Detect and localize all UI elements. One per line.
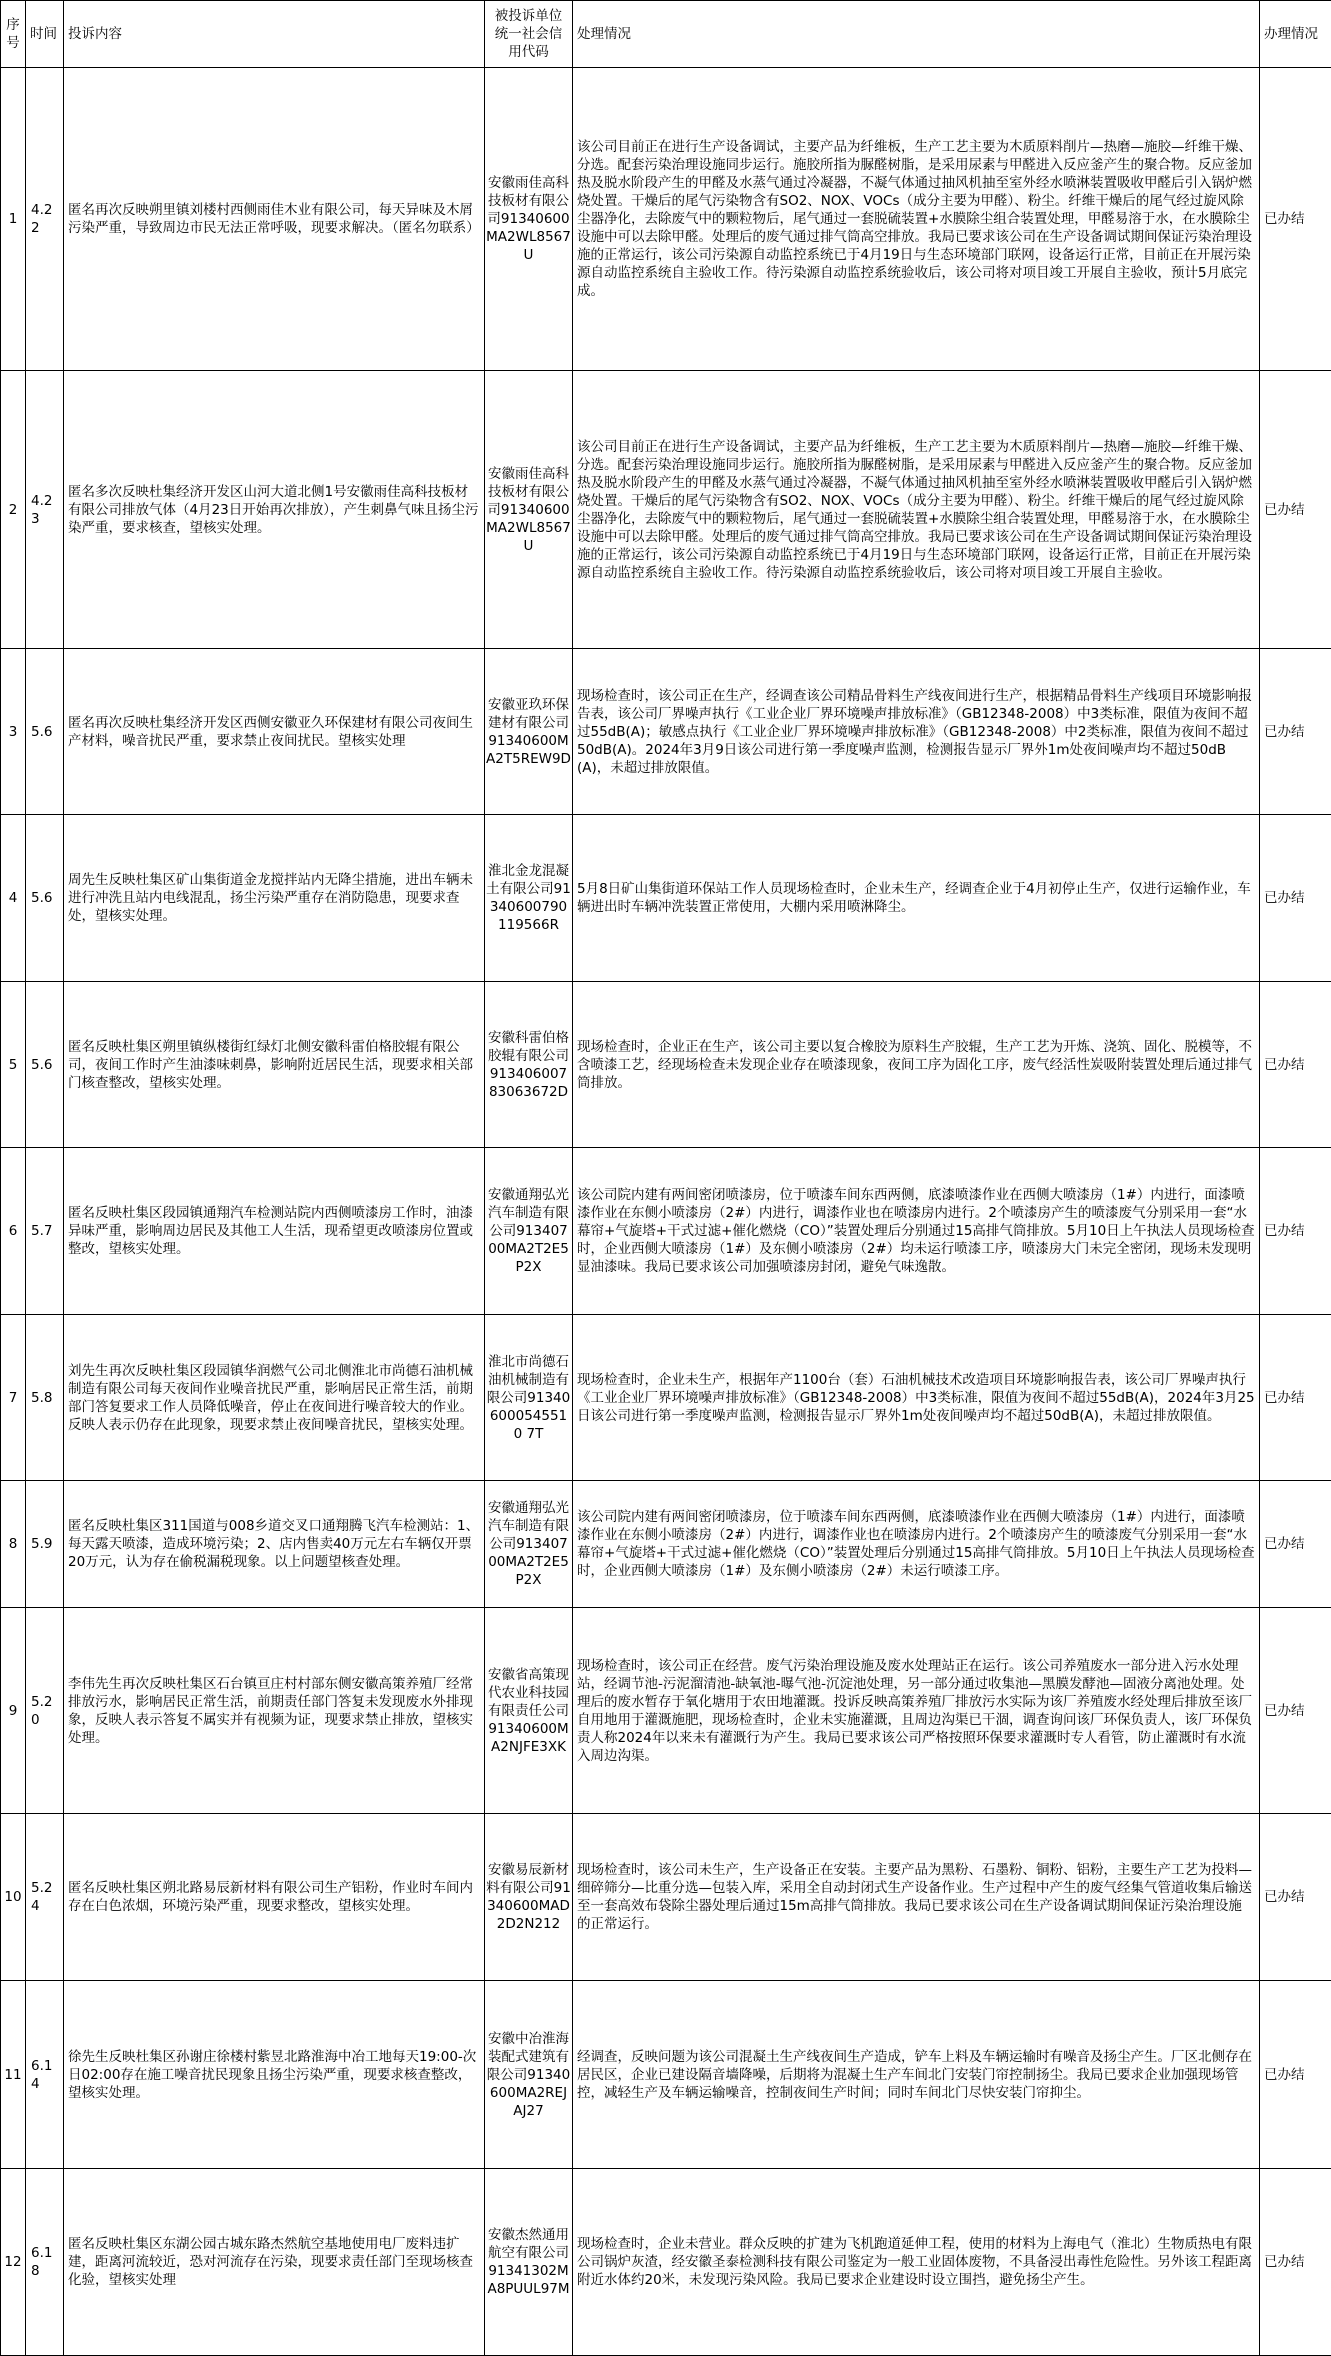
- table-row: [1, 1315, 1331, 1481]
- cell-handling: 现场检查时，该公司未生产，生产设备正在安装。主要产品为黑粉、石墨粉、铜粉、铝粉，主要生产工艺为投料—细碎筛分—比重分选—包装入库，采用全自动封闭式生产设备作业。生产过程中产生的废气经集气管道收集后输送至一套高效布袋除尘器处理后通过15m高排气筒排放。我局已要求该公司在生产设备调试期间保证污染治理设施的正常运行。: [573, 1814, 1260, 1981]
- cell-unit: 安徽雨佳高科技板材有限公司91340600MA2WL8567U: [485, 371, 573, 649]
- header-handling: 处理情况: [573, 1, 1260, 68]
- cell-seq: 5: [1, 982, 26, 1148]
- cell-handling: 该公司目前正在进行生产设备调试，主要产品为纤维板，生产工艺主要为木质原料削片—热磨—施胶—纤维干燥、分选。配套污染治理设施同步运行。施胶所指为脲醛树脂，是采用尿素与甲醛进入反应釜产生的聚合物。反应釜加热及脱水阶段产生的甲醛及水蒸气通过冷凝器，不凝气体通过抽风机抽至室外经水喷淋装置吸收甲醛后引入锅炉燃烧处置。干燥后的尾气污染物含有SO2、NOX、VOCs（成分主要为甲醛）、粉尘。纤维干燥后的尾气经过旋风除尘器净化，去除废气中的颗粒物后，尾气通过一套脱硫装置+水膜除尘组合装置处理，甲醛易溶于水，在水膜除尘设施中可以去除甲醛。处理后的废气通过排气筒高空排放。我局已要求该公司在生产设备调试期间保证污染治理设施的正常运行，该公司污染源自动监控系统已于4月19日与生态环境部门联网，设备运行正常，目前正在开展污染源自动监控系统自主验收工作。待污染源自动监控系统验收后，该公司将对项目竣工开展自主验收。: [573, 371, 1260, 649]
- table-header-row: [1, 1, 1331, 68]
- cell-handling: 该公司院内建有两间密闭喷漆房，位于喷漆车间东西两侧，底漆喷漆作业在西侧大喷漆房（1#）内进行，面漆喷漆作业在东侧小喷漆房（2#）内进行，调漆作业也在喷漆房内进行。2个喷漆房产生的喷漆废气分别采用一套“水幕帘+气旋塔+干式过滤+催化燃烧（CO）”装置处理后分别通过15高排气筒排放。5月10日上午执法人员现场检查时，企业西侧大喷漆房（1#）及东侧小喷漆房（2#）均未运行喷漆工序，喷漆房大门未完全密闭，现场未发现明显油漆味。我局已要求该公司加强喷漆房封闭，避免气味逸散。: [573, 1148, 1260, 1315]
- cell-seq: 3: [1, 649, 26, 815]
- cell-handling: 现场检查时，企业未生产，根据年产1100台（套）石油机械技术改造项目环境影响报告表，该公司厂界噪声执行《工业企业厂界环境噪声排放标准》（GB12348-2008）中3类标准，限值为夜间不超过55dB(A)，2024年3月25日该公司进行第一季度噪声监测，检测报告显示厂界外1m处夜间噪声均不超过50dB(A)，未超过排放限值。: [573, 1315, 1260, 1481]
- cell-time: 5.6: [26, 815, 64, 982]
- cell-status: 已办结: [1260, 1481, 1331, 1608]
- header-status: 办理情况: [1260, 1, 1331, 68]
- cell-handling: 现场检查时，该公司正在生产，经调查该公司精品骨料生产线夜间进行生产，根据精品骨料生产线项目环境影响报告表，该公司厂界噪声执行《工业企业厂界环境噪声排放标准》（GB12348-2008）中3类标准，限值为夜间不超过55dB(A)；敏感点执行《工业企业厂界环境噪声排放标准》（GB12348-2008）中2类标准，限值为夜间不超过50dB(A)。2024年3月9日该公司进行第一季度噪声监测，检测报告显示厂界外1m处夜间噪声均不超过50dB(A)，未超过排放限值。: [573, 649, 1260, 815]
- cell-unit: 安徽通翔弘光汽车制造有限公司91340700MA2T2E5P2X: [485, 1148, 573, 1315]
- cell-time: 5.6: [26, 649, 64, 815]
- cell-content: 刘先生再次反映杜集区段园镇华润燃气公司北侧淮北市尚德石油机械制造有限公司每天夜间作业噪音扰民严重，影响居民正常生活，前期部门答复要求工作人员降低噪音，停止在夜间进行噪音较大的作业。反映人表示仍存在此现象，现要求禁止夜间噪音扰民，望核实处理。: [64, 1315, 485, 1481]
- cell-content: 李伟先生再次反映杜集区石台镇亘庄村村部东侧安徽高策养殖厂经常排放污水，影响居民正常生活，前期责任部门答复未发现废水外排现象，反映人表示答复不属实并有视频为证，现要求禁止排放，望核实处理。: [64, 1608, 485, 1814]
- cell-seq: 11: [1, 1981, 26, 2169]
- cell-handling: 现场检查时，企业未营业。群众反映的扩建为飞机跑道延伸工程，使用的材料为上海电气（淮北）生物质热电有限公司锅炉灰渣，经安徽圣泰检测科技有限公司鉴定为一般工业固体废物，不具备浸出毒性危险性。另外该工程距离附近水体约20米，未发现污染风险。我局已要求企业建设时设立围挡，避免扬尘产生。: [573, 2169, 1260, 2356]
- cell-content: 匿名反映杜集区朔北路易辰新材料有限公司生产铝粉，作业时车间内存在白色浓烟，环境污染严重，现要求整改，望核实处理。: [64, 1814, 485, 1981]
- table-row: [1, 815, 1331, 982]
- cell-content: 匿名多次反映杜集经济开发区山河大道北侧1号安徽雨佳高科技板材有限公司排放气体（4月23日开始再次排放），产生刺鼻气味且扬尘污染严重，要求核查，望核实处理。: [64, 371, 485, 649]
- cell-time: 6.14: [26, 1981, 64, 2169]
- cell-seq: 12: [1, 2169, 26, 2356]
- cell-unit: 安徽杰然通用航空有限公司91341302MA8PUUL97M: [485, 2169, 573, 2356]
- cell-content: 匿名再次反映朔里镇刘楼村西侧雨佳木业有限公司，每天异味及木屑污染严重，导致周边市民无法正常呼吸，现要求解决。（匿名勿联系）: [64, 68, 485, 371]
- cell-seq: 4: [1, 815, 26, 982]
- cell-status: 已办结: [1260, 68, 1331, 371]
- cell-time: 5.8: [26, 1315, 64, 1481]
- cell-status: 已办结: [1260, 815, 1331, 982]
- header-seq: 序号: [1, 1, 26, 68]
- cell-handling: 经调查，反映问题为该公司混凝土生产线夜间生产造成，铲车上料及车辆运输时有噪音及扬尘产生。厂区北侧存在居民区，企业已建设隔音墙降噪，后期将为混凝土生产车间北门安装门帘控制扬尘。我局已要求企业加强现场管控，减轻生产及车辆运输噪音，控制夜间生产时间；同时车间北门尽快安装门帘抑尘。: [573, 1981, 1260, 2169]
- cell-handling: 该公司院内建有两间密闭喷漆房，位于喷漆车间东西两侧，底漆喷漆作业在西侧大喷漆房（1#）内进行，面漆喷漆作业在东侧小喷漆房（2#）内进行，调漆作业也在喷漆房内进行。2个喷漆房产生的喷漆废气分别采用一套“水幕帘+气旋塔+干式过滤+催化燃烧（CO）”装置处理后分别通过15高排气筒排放。5月10日上午执法人员现场检查时，企业西侧大喷漆房（1#）及东侧小喷漆房（2#）未运行喷漆工序。: [573, 1481, 1260, 1608]
- cell-unit: 安徽通翔弘光汽车制造有限公司91340700MA2T2E5P2X: [485, 1481, 573, 1608]
- cell-time: 5.6: [26, 982, 64, 1148]
- cell-time: 5.7: [26, 1148, 64, 1315]
- header-time: 时间: [26, 1, 64, 68]
- header-content: 投诉内容: [64, 1, 485, 68]
- table-row: [1, 1814, 1331, 1981]
- cell-content: 匿名反映杜集区朔里镇纵楼街红绿灯北侧安徽科雷伯格胶辊有限公司，夜间工作时产生油漆味刺鼻，影响附近居民生活，现要求相关部门核查整改，望核实处理。: [64, 982, 485, 1148]
- table-row: [1, 68, 1331, 371]
- table-row: [1, 1148, 1331, 1315]
- cell-seq: 1: [1, 68, 26, 371]
- cell-time: 4.23: [26, 371, 64, 649]
- cell-time: 4.22: [26, 68, 64, 371]
- header-unit: 被投诉单位统一社会信用代码: [485, 1, 573, 68]
- cell-status: 已办结: [1260, 649, 1331, 815]
- cell-unit: 安徽中冶淮海装配式建筑有限公司91340600MA2REJAJ27: [485, 1981, 573, 2169]
- table-row: [1, 2169, 1331, 2356]
- cell-content: 周先生反映杜集区矿山集街道金龙搅拌站内无降尘措施，进出车辆未进行冲洗且站内电线混乱，扬尘污染严重存在消防隐患，现要求查处，望核实处理。: [64, 815, 485, 982]
- cell-seq: 2: [1, 371, 26, 649]
- cell-unit: 安徽省高策现代农业科技园有限责任公司91340600MA2NJFE3XK: [485, 1608, 573, 1814]
- cell-status: 已办结: [1260, 371, 1331, 649]
- cell-status: 已办结: [1260, 1315, 1331, 1481]
- cell-status: 已办结: [1260, 1148, 1331, 1315]
- cell-status: 已办结: [1260, 1814, 1331, 1981]
- cell-unit: 安徽亚玖环保建材有限公司91340600MA2T5REW9D: [485, 649, 573, 815]
- cell-seq: 8: [1, 1481, 26, 1608]
- cell-unit: 安徽科雷伯格胶辊有限公司91340600783063672D: [485, 982, 573, 1148]
- cell-unit: 安徽雨佳高科技板材有限公司91340600MA2WL8567U: [485, 68, 573, 371]
- cell-time: 6.18: [26, 2169, 64, 2356]
- cell-seq: 7: [1, 1315, 26, 1481]
- cell-unit: 淮北市尚德石油机械制造有限公司913406000545510 7T: [485, 1315, 573, 1481]
- table-row: [1, 649, 1331, 815]
- table-row: [1, 1981, 1331, 2169]
- cell-content: 匿名再次反映杜集经济开发区西侧安徽亚久环保建材有限公司夜间生产材料，噪音扰民严重，要求禁止夜间扰民。望核实处理: [64, 649, 485, 815]
- cell-seq: 6: [1, 1148, 26, 1315]
- cell-unit: 淮北金龙混凝土有限公司91340600790119566R: [485, 815, 573, 982]
- cell-status: 已办结: [1260, 2169, 1331, 2356]
- cell-handling: 该公司目前正在进行生产设备调试，主要产品为纤维板，生产工艺主要为木质原料削片—热磨—施胶—纤维干燥、分选。配套污染治理设施同步运行。施胶所指为脲醛树脂，是采用尿素与甲醛进入反应釜产生的聚合物。反应釜加热及脱水阶段产生的甲醛及水蒸气通过冷凝器，不凝气体通过抽风机抽至室外经水喷淋装置吸收甲醛后引入锅炉燃烧处置。干燥后的尾气污染物含有SO2、NOX、VOCs（成分主要为甲醛）、粉尘。纤维干燥后的尾气经过旋风除尘器净化，去除废气中的颗粒物后，尾气通过一套脱硫装置+水膜除尘组合装置处理，甲醛易溶于水，在水膜除尘设施中可以去除甲醛。处理后的废气通过排气筒高空排放。我局已要求该公司在生产设备调试期间保证污染治理设施的正常运行，该公司污染源自动监控系统已于4月19日与生态环境部门联网，设备运行正常，目前正在开展污染源自动监控系统自主验收工作。待污染源自动监控系统验收后，该公司将对项目竣工开展自主验收，预计5月底完成。: [573, 68, 1260, 371]
- cell-handling: 现场检查时，该公司正在经营。废气污染治理设施及废水处理站正在运行。该公司养殖废水一部分进入污水处理站，经调节池-污泥溜清池-缺氧池-曝气池-沉淀池处理，另一部分通过收集池—黑膜发酵池—固液分离池处理。处理后的废水暂存于氧化塘用于农田地灌溉。投诉反映高策养殖厂排放污水实际为该厂养殖废水经处理后排放至该厂自用地用于灌溉施肥，现场检查时，企业未实施灌溉，且周边沟渠已干涸，调查询问该厂环保负责人，该厂环保负责人称2024年以来未有灌溉行为产生。我局已要求该公司严格按照环保要求灌溉时专人看管，防止灌溉时有水流入周边沟渠。: [573, 1608, 1260, 1814]
- cell-content: 徐先生反映杜集区孙谢庄徐楼村紫昱北路淮海中冶工地每天19:00-次日02:00存在施工噪音扰民现象且扬尘污染严重，现要求核查整改，望核实处理。: [64, 1981, 485, 2169]
- table-row: [1, 982, 1331, 1148]
- cell-time: 5.9: [26, 1481, 64, 1608]
- cell-seq: 9: [1, 1608, 26, 1814]
- cell-content: 匿名反映杜集区东湖公园古城东路杰然航空基地使用电厂废料违扩建，距离河流较近，恐对河流存在污染，现要求责任部门至现场核查化验，望核实处理: [64, 2169, 485, 2356]
- cell-status: 已办结: [1260, 1981, 1331, 2169]
- table-row: [1, 1481, 1331, 1608]
- cell-content: 匿名反映杜集区段园镇通翔汽车检测站院内西侧喷漆房工作时，油漆异味严重，影响周边居民及其他工人生活，现希望更改喷漆房位置或整改，望核实处理。: [64, 1148, 485, 1315]
- cell-time: 5.20: [26, 1608, 64, 1814]
- cell-status: 已办结: [1260, 1608, 1331, 1814]
- table-row: [1, 371, 1331, 649]
- cell-unit: 安徽易辰新材料有限公司91340600MAD2D2N212: [485, 1814, 573, 1981]
- cell-time: 5.24: [26, 1814, 64, 1981]
- cell-seq: 10: [1, 1814, 26, 1981]
- cell-status: 已办结: [1260, 982, 1331, 1148]
- table-row: [1, 1608, 1331, 1814]
- cell-handling: 现场检查时，企业正在生产，该公司主要以复合橡胶为原料生产胶辊，生产工艺为开炼、浇筑、固化、脱模等，不含喷漆工艺，经现场检查未发现企业存在喷漆现象，夜间工序为固化工序，废气经活性炭吸附装置处理后通过排气筒排放。: [573, 982, 1260, 1148]
- cell-handling: 5月8日矿山集街道环保站工作人员现场检查时，企业未生产，经调查企业于4月初停止生产，仅进行运输作业，车辆进出时车辆冲洗装置正常使用，大棚内采用喷淋降尘。: [573, 815, 1260, 982]
- cell-content: 匿名反映杜集区311国道与008乡道交叉口通翔腾飞汽车检测站：1、每天露天喷漆，造成环境污染；2、店内售卖40万元左右车辆仅开票20万元，认为存在偷税漏税现象。以上问题望核查处理。: [64, 1481, 485, 1608]
